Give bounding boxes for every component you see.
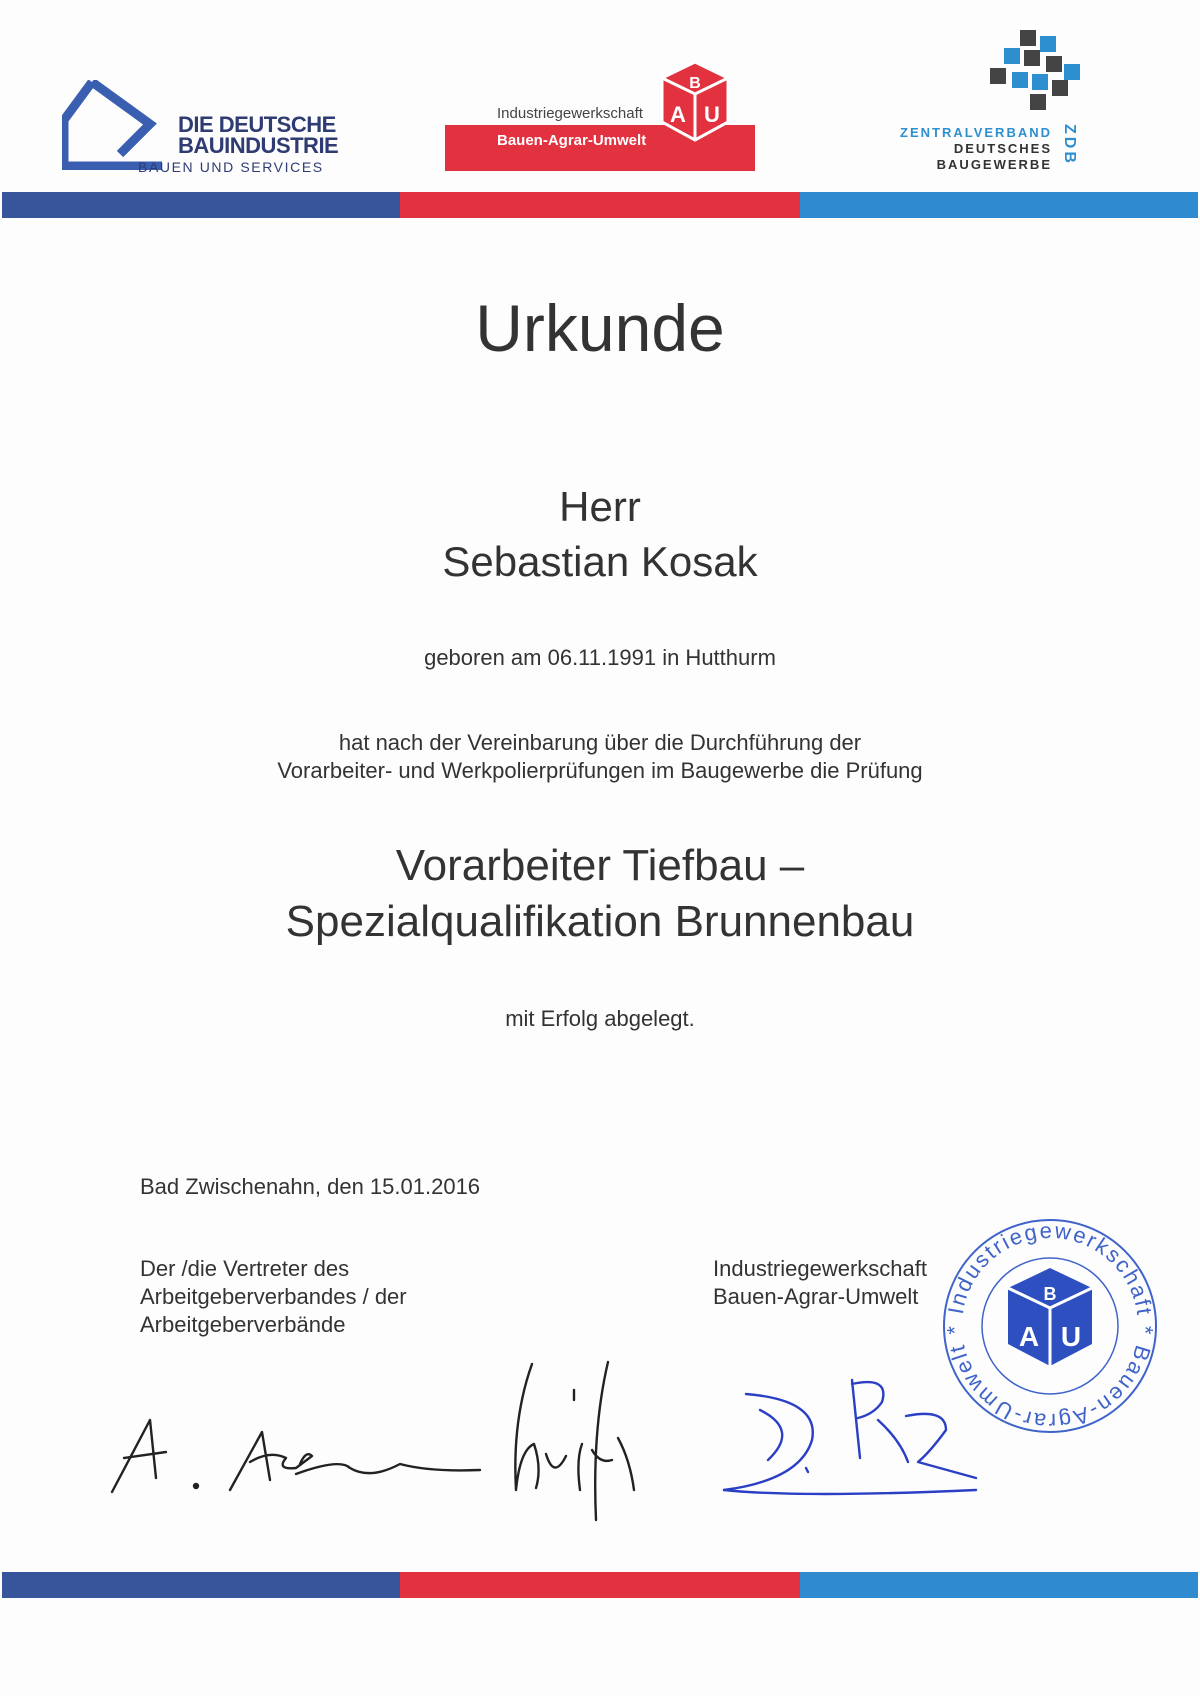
svg-text:A: A xyxy=(1018,1321,1040,1352)
zdb-line3: BAUGEWERBE xyxy=(936,157,1052,172)
union-representative-label xyxy=(713,1255,927,1311)
birth-info: geboren am 06.11.1991 in Hutthurm xyxy=(424,645,776,670)
bottom-color-bar xyxy=(2,1572,1198,1598)
signature-employer-1 xyxy=(112,1420,480,1492)
employer-rep-line1: Der /die Vertreter des xyxy=(140,1256,350,1281)
bauindustrie-line1: DIE DEUTSCHE xyxy=(178,112,336,137)
intro-line-2: Vorarbeiter- und Werkpolierprüfungen im Baugewerbe die Prüfung xyxy=(277,758,923,783)
signature-employer-2 xyxy=(515,1362,634,1520)
svg-text:U: U xyxy=(704,102,720,127)
house-roof-icon xyxy=(62,80,182,170)
employer-representative-label xyxy=(140,1255,407,1339)
svg-text:B: B xyxy=(1043,1284,1057,1304)
signatures-area xyxy=(100,1340,1000,1530)
certificate-title: Urkunde xyxy=(475,291,725,365)
employer-rep-line3: Arbeitgeberverbände xyxy=(140,1312,346,1337)
igbau-top-text: Industriegewerkschaft xyxy=(497,105,643,122)
union-rep-line2: Bauen-Agrar-Umwelt xyxy=(713,1284,919,1309)
bar-segment-blue-light xyxy=(800,1572,1198,1598)
svg-text:U: U xyxy=(1060,1321,1082,1352)
svg-text:A: A xyxy=(670,102,686,127)
passed-statement: mit Erfolg abgelegt. xyxy=(505,1006,695,1031)
zdb-cubes-icon xyxy=(990,28,1090,114)
union-rep-line1: Industriegewerkschaft xyxy=(713,1256,927,1281)
zdb-line2: DEUTSCHES xyxy=(953,141,1052,156)
recipient-name: Sebastian Kosak xyxy=(442,538,758,585)
bar-segment-red xyxy=(400,1572,800,1598)
stamp-cube-icon xyxy=(1008,1268,1092,1366)
recipient-salutation: Herr xyxy=(559,483,641,530)
top-color-bar xyxy=(2,192,1198,218)
bar-segment-blue-light xyxy=(800,192,1198,218)
employer-rep-line2: Arbeitgeberverbandes / der xyxy=(140,1284,407,1309)
qualification-line-1: Vorarbeiter Tiefbau – xyxy=(395,841,805,890)
qualification-line-2: Spezialqualifikation Brunnenbau xyxy=(285,897,915,946)
place-and-date: Bad Zwischenahn, den 15.01.2016 xyxy=(140,1174,481,1199)
svg-text:B: B xyxy=(689,75,701,92)
zdb-line1: ZENTRALVERBAND xyxy=(900,125,1052,140)
bar-segment-blue-dark xyxy=(2,1572,400,1598)
intro-line-1: hat nach der Vereinbarung über die Durchführung der xyxy=(338,730,862,755)
logo-zdb xyxy=(890,28,1090,178)
bar-segment-blue-dark xyxy=(2,192,400,218)
svg-text:Industriegewerkschaft * Bauen-: Industriegewerkschaft * Bauen-Agrar-Umwelt * xyxy=(941,1217,1159,1435)
bauindustrie-line3: BAUEN UND SERVICES xyxy=(138,159,324,175)
bar-segment-red xyxy=(400,192,800,218)
signature-union xyxy=(724,1380,976,1494)
zdb-abbreviation: ZDB xyxy=(1061,124,1078,166)
logo-bauindustrie xyxy=(62,80,362,180)
bau-cube-icon xyxy=(660,60,730,146)
bauindustrie-line2: BAUINDUSTRIE xyxy=(178,133,339,158)
igbau-band-text: Bauen-Agrar-Umwelt xyxy=(497,132,647,149)
logo-igbau xyxy=(445,60,757,172)
